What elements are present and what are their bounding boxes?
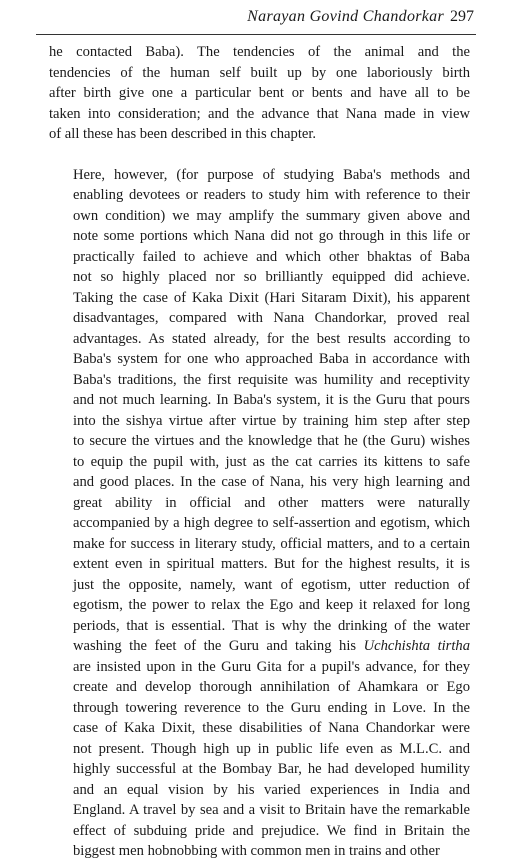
- text-line: Baba's system for one who approached Baba in accordance with: [73, 351, 470, 367]
- text-line: egotism, the power to relax the Ego and keep it relaxed for long: [73, 597, 470, 613]
- text-line: he contacted Baba). The tendencies of the animal and the: [49, 44, 470, 60]
- text-line: Baba's traditions, the first requisite was humility and receptivity: [73, 371, 470, 388]
- text-line: washing the feet of the Guru and taking his Uchchishta tirtha: [73, 638, 471, 654]
- text-line: effect of subduing pride and prejudice. We find in Britain the: [73, 822, 470, 839]
- text-line: case of Kaka Dixit, these disabilities of Nana Chandorkar were: [73, 720, 470, 736]
- text-line: to secure the virtues and the knowledge that he (the Guru) wishes: [73, 433, 470, 449]
- text-line: through towering reverence to the Guru ending in Love. In the: [73, 699, 470, 716]
- text-line: disadvantages, compared with Nana Chandorkar, proved real: [73, 310, 470, 326]
- text-line: Taking the case of Kaka Dixit (Hari Sitaram Dixit), his apparent: [73, 289, 470, 306]
- paragraph: [49, 42, 470, 145]
- text-line: periods, that is essential. That is why the drinking of the water: [73, 617, 470, 634]
- text-line: accompanied by a high degree to self-assertion and egotism, which: [73, 515, 470, 531]
- text-line: and not much learning. In Baba's system, it is the Guru that pours: [73, 392, 470, 408]
- text-line: biggest men hobnobbing with common men in trains and other: [73, 843, 440, 859]
- text-line: are insisted upon in the Guru Gita for a pupil's advance, for they: [73, 658, 470, 675]
- text-line: England. A travel by sea and a visit to Britain have the remarkable: [73, 802, 470, 818]
- text-line: advantages. As stated already, for the best results according to: [73, 330, 470, 347]
- running-title: Narayan Govind Chandorkar: [247, 8, 444, 25]
- text-line: great ability in official and other matters were naturally: [73, 494, 470, 511]
- text-line: and an equal vision by his varied experiences in India and: [73, 781, 470, 798]
- text-line: just the opposite, namely, want of egotism, utter reduction of: [73, 576, 470, 593]
- text-line: of all these has been described in this chapter.: [49, 126, 317, 142]
- text-line: create and develop thorough annihilation of Ahamkara or Ego: [73, 679, 470, 695]
- header-rule: [36, 34, 476, 35]
- text-line: enabling devotees or readers to study him with reference to their: [73, 187, 470, 203]
- text-line: to equip the pupil with, just as the cat carries its kittens to safe: [73, 453, 470, 470]
- text-line: tendencies of the human self built up by one laboriously birth: [49, 64, 470, 81]
- page-number: 297: [450, 8, 474, 25]
- text-line: own condition) we may amplify the summary given above and: [73, 207, 470, 224]
- text-line: taken into consideration; and the advance that Nana made in view: [49, 105, 470, 122]
- body-text: [49, 42, 470, 862]
- paragraph: [49, 165, 470, 862]
- text-line: after birth give one a particular bent or bents and have all to be: [49, 85, 470, 101]
- running-header: [247, 8, 474, 26]
- text-line: extent even in spiritual matters. But for the highest results, it is: [73, 556, 470, 572]
- text-line: and good places. In the case of Nana, his very high learning and: [73, 474, 470, 490]
- italic-term: Uchchishta tirtha: [363, 638, 471, 654]
- text-line: into the sishya virtue after virtue by training him step after step: [73, 412, 470, 429]
- text-line: practically failed to achieve and which other bhaktas of Baba: [73, 248, 470, 265]
- text-line: Here, however, (for purpose of studying Baba's methods and: [73, 166, 470, 183]
- text-line: highly successful at the Bombay Bar, he had developed humility: [73, 761, 470, 777]
- text-line: not so highly placed nor so brilliantly equipped did achieve.: [73, 269, 470, 285]
- text-line: note some portions which Nana did not go through in this life or: [73, 228, 470, 244]
- text-line: not present. Though high up in public life even as M.L.C. and: [73, 740, 470, 757]
- text-line: make for success in literary study, official matters, and to a certain: [73, 535, 470, 552]
